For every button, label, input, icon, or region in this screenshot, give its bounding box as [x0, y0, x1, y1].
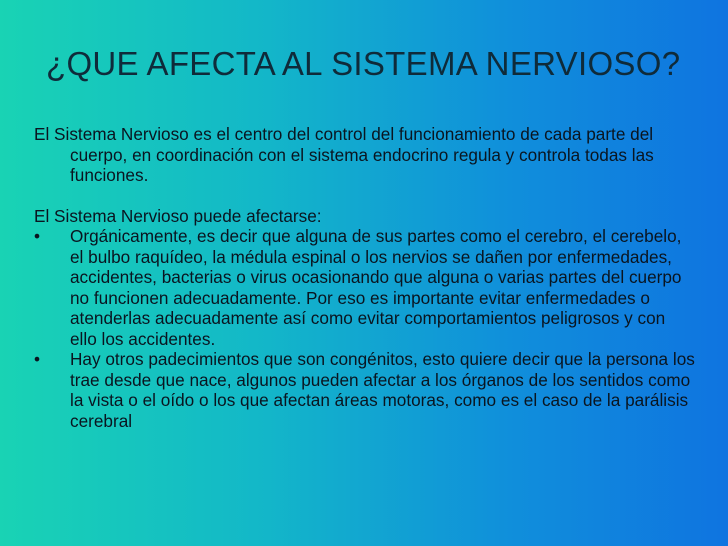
intro-paragraph: El Sistema Nervioso es el centro del control del funcionamiento de cada parte del cuerpo, en coordinación con el sistema endocrino regula y controla todas las funciones.	[34, 124, 654, 185]
bullet-text: Hay otros padecimientos que son congénitos, esto quiere decir que la persona los trae desde que nace, algunos pueden afectar a los órganos de los sentidos como la vista o el oído o los que afectan áreas motoras, como es el caso de la parálisis cerebral	[70, 349, 695, 431]
bullet-item	[34, 349, 696, 431]
paragraph-spacer	[34, 186, 696, 206]
bullet-item	[34, 226, 696, 349]
bullet-icon: •	[34, 349, 41, 369]
bullet-text: Orgánicamente, es decir que alguna de sus partes como el cerebro, el cerebelo, el bulbo raquídeo, la médula espinal o los nervios se dañen por enfermedades, accidentes, bacterias o virus ocasionando que alguna o varias partes del cuerpo no funcionen adecuadamente. Por eso es importante evitar enfermedades o atenderlas adecuadamente así como evitar comportamientos peligrosos y con ello los accidentes.	[70, 226, 682, 349]
bullet-icon: •	[34, 226, 41, 246]
lead-paragraph: El Sistema Nervioso puede afectarse:	[34, 205, 322, 226]
bullet-list	[34, 226, 696, 431]
slide-content	[34, 124, 696, 431]
slide-title: ¿QUE AFECTA AL SISTEMA NERVIOSO?	[46, 45, 681, 82]
